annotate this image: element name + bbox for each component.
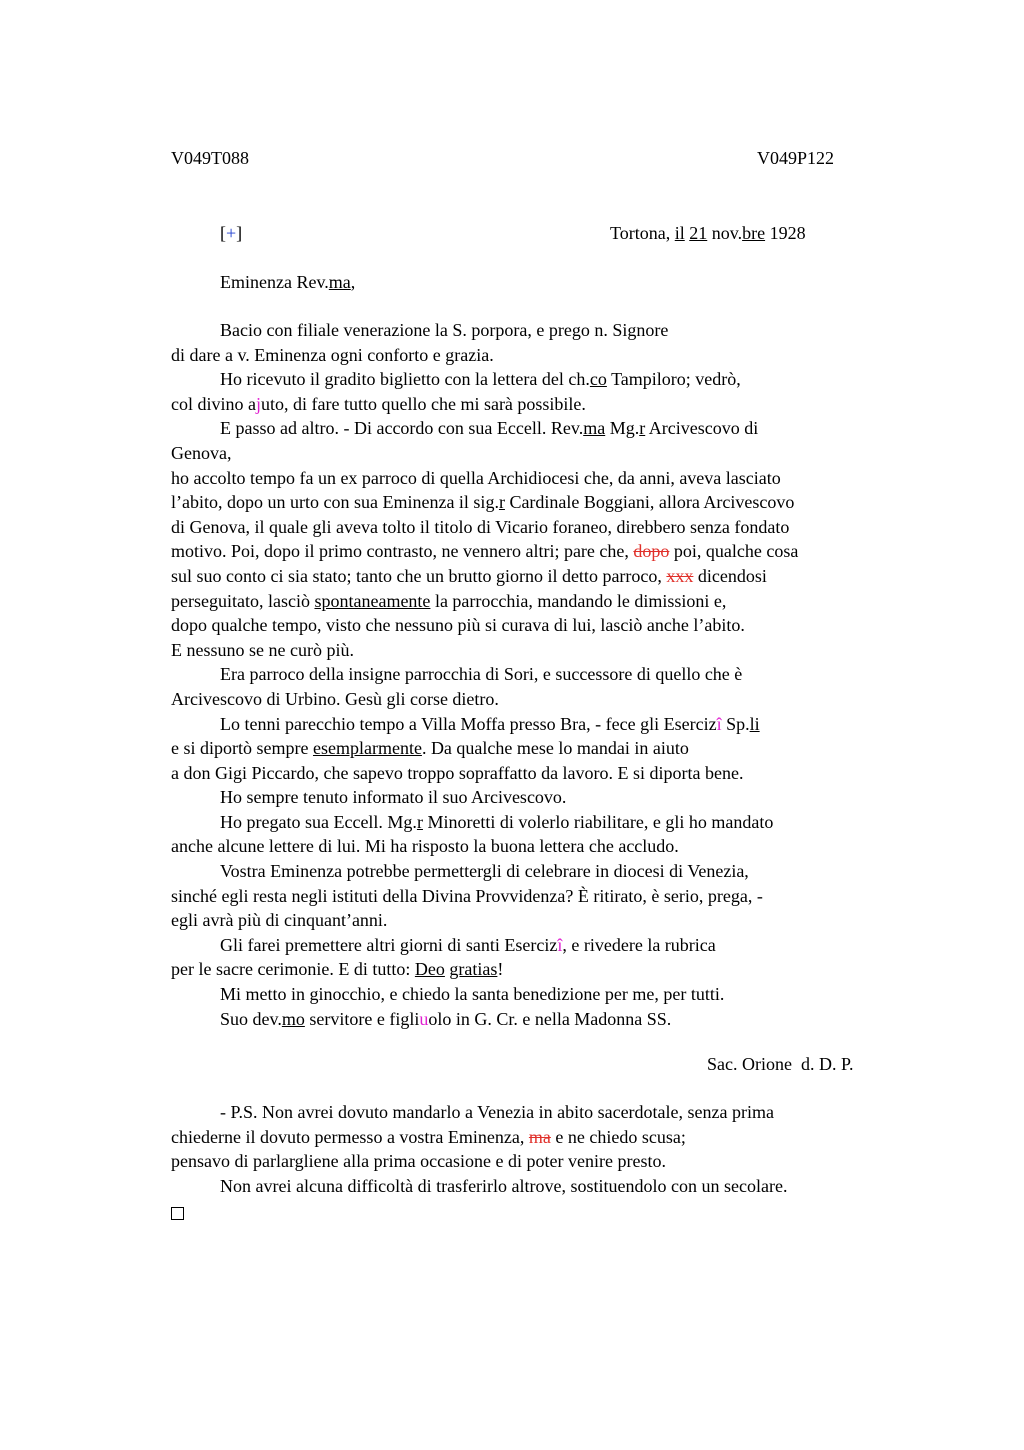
text-line: Genova, (171, 442, 232, 463)
text-line: Arcivescovo di Urbino. Gesù gli corse dietro. (171, 688, 499, 709)
cross-icon: + (226, 223, 237, 243)
text-line: e si diportò sempre esemplarmente. Da qualche mese lo mandai in aiuto (171, 738, 689, 759)
struck-word: xxx (666, 565, 694, 586)
text-line: motivo. Poi, dopo il primo contrasto, ne vennero altri; pare che, dopo poi, qualche cosa (171, 541, 799, 562)
document-code-right: V049P122 (757, 148, 835, 168)
date-line: Tortona, il 21 nov.bre 1928 (610, 223, 806, 243)
text-line: Mi metto in ginocchio, e chiedo la santa benedizione per me, per tutti. (220, 984, 725, 1005)
text-line: perseguitato, lasciò spontaneamente la parrocchia, mandando le dimissioni e, (171, 590, 727, 611)
text-line: di Genova, il quale gli aveva tolto il titolo di Vicario foraneo, direbbero senza fondato (171, 516, 790, 537)
text-line: Ho ricevuto il gradito biglietto con la lettera del ch.co Tampiloro; vedrò, (220, 369, 741, 390)
letter-body (171, 318, 911, 1031)
end-box-icon (171, 1207, 184, 1220)
text-line: a don Gigi Piccardo, che sapevo troppo sopraffatto da lavoro. E si diporta bene. (171, 762, 744, 783)
text-line (171, 1198, 911, 1223)
text-line: Era parroco della insigne parrocchia di Sori, e successore di quello che è (220, 664, 743, 685)
text-line: Bacio con filiale venerazione la S. porpora, e prego n. Signore (220, 320, 669, 340)
text-line: E passo ad altro. - Di accordo con sua Eccell. Rev.ma Mg.r Arcivescovo di (220, 418, 759, 439)
text-line: E nessuno se ne curò più. (171, 639, 354, 660)
cross-mark: [+] (220, 223, 243, 243)
text-line: per le sacre cerimonie. E di tutto: Deo gratias! (171, 959, 504, 980)
struck-word: dopo (633, 541, 670, 562)
document-code-left: V049T088 (171, 148, 249, 168)
text-line: Non avrei alcuna difficoltà di trasferirlo altrove, sostituendolo con un secolare. (220, 1175, 788, 1196)
salutation: Eminenza Rev.ma, (220, 272, 356, 292)
signature: Sac. Orione d. D. P. (707, 1054, 854, 1074)
text-line: sul suo conto ci sia stato; tanto che un brutto giorno il detto parroco, xxx dicendosi (171, 565, 767, 586)
text-line: col divino ajuto, di fare tutto quello che mi sarà possibile. (171, 393, 586, 414)
text-line: l’abito, dopo un urto con sua Eminenza il sig.r Cardinale Boggiani, allora Arcivescovo (171, 492, 795, 513)
text-line: ho accolto tempo fa un ex parroco di quella Archidiocesi che, da anni, aveva lasciato (171, 467, 781, 488)
struck-word: ma (528, 1126, 551, 1147)
text-line: Gli farei premettere altri giorni di santi Esercizî, e rivedere la rubrica (220, 934, 716, 955)
text-line: di dare a v. Eminenza ogni conforto e grazia. (171, 344, 494, 365)
text-line: sinché egli resta negli istituti della Divina Provvidenza? È ritirato, è serio, prega, - (171, 885, 763, 906)
text-line: egli avrà più di cinquant’anni. (171, 910, 388, 931)
text-line: pensavo di parlargliene alla prima occasione e di poter venire presto. (171, 1151, 666, 1172)
text-line: anche alcune lettere di lui. Mi ha risposto la buona lettera che accludo. (171, 836, 679, 857)
postscript (171, 1100, 911, 1223)
text-line: dopo qualche tempo, visto che nessuno più si curava di lui, lasciò anche l’abito. (171, 615, 745, 636)
text-line: - P.S. Non avrei dovuto mandarlo a Venezia in abito sacerdotale, senza prima (220, 1102, 774, 1122)
text-line: Suo dev.mo servitore e figliuolo in G. Cr. e nella Madonna SS. (220, 1008, 672, 1029)
text-line: Ho pregato sua Eccell. Mg.r Minoretti di volerlo riabilitare, e gli ho mandato (220, 811, 774, 832)
text-line: Vostra Eminenza potrebbe permettergli di celebrare in diocesi di Venezia, (220, 861, 749, 882)
text-line: Ho sempre tenuto informato il suo Arcivescovo. (220, 787, 567, 808)
text-line: Lo tenni parecchio tempo a Villa Moffa presso Bra, - fece gli Esercizî Sp.li (220, 713, 760, 734)
text-line: chiederne il dovuto permesso a vostra Eminenza, ma e ne chiedo scusa; (171, 1126, 686, 1147)
